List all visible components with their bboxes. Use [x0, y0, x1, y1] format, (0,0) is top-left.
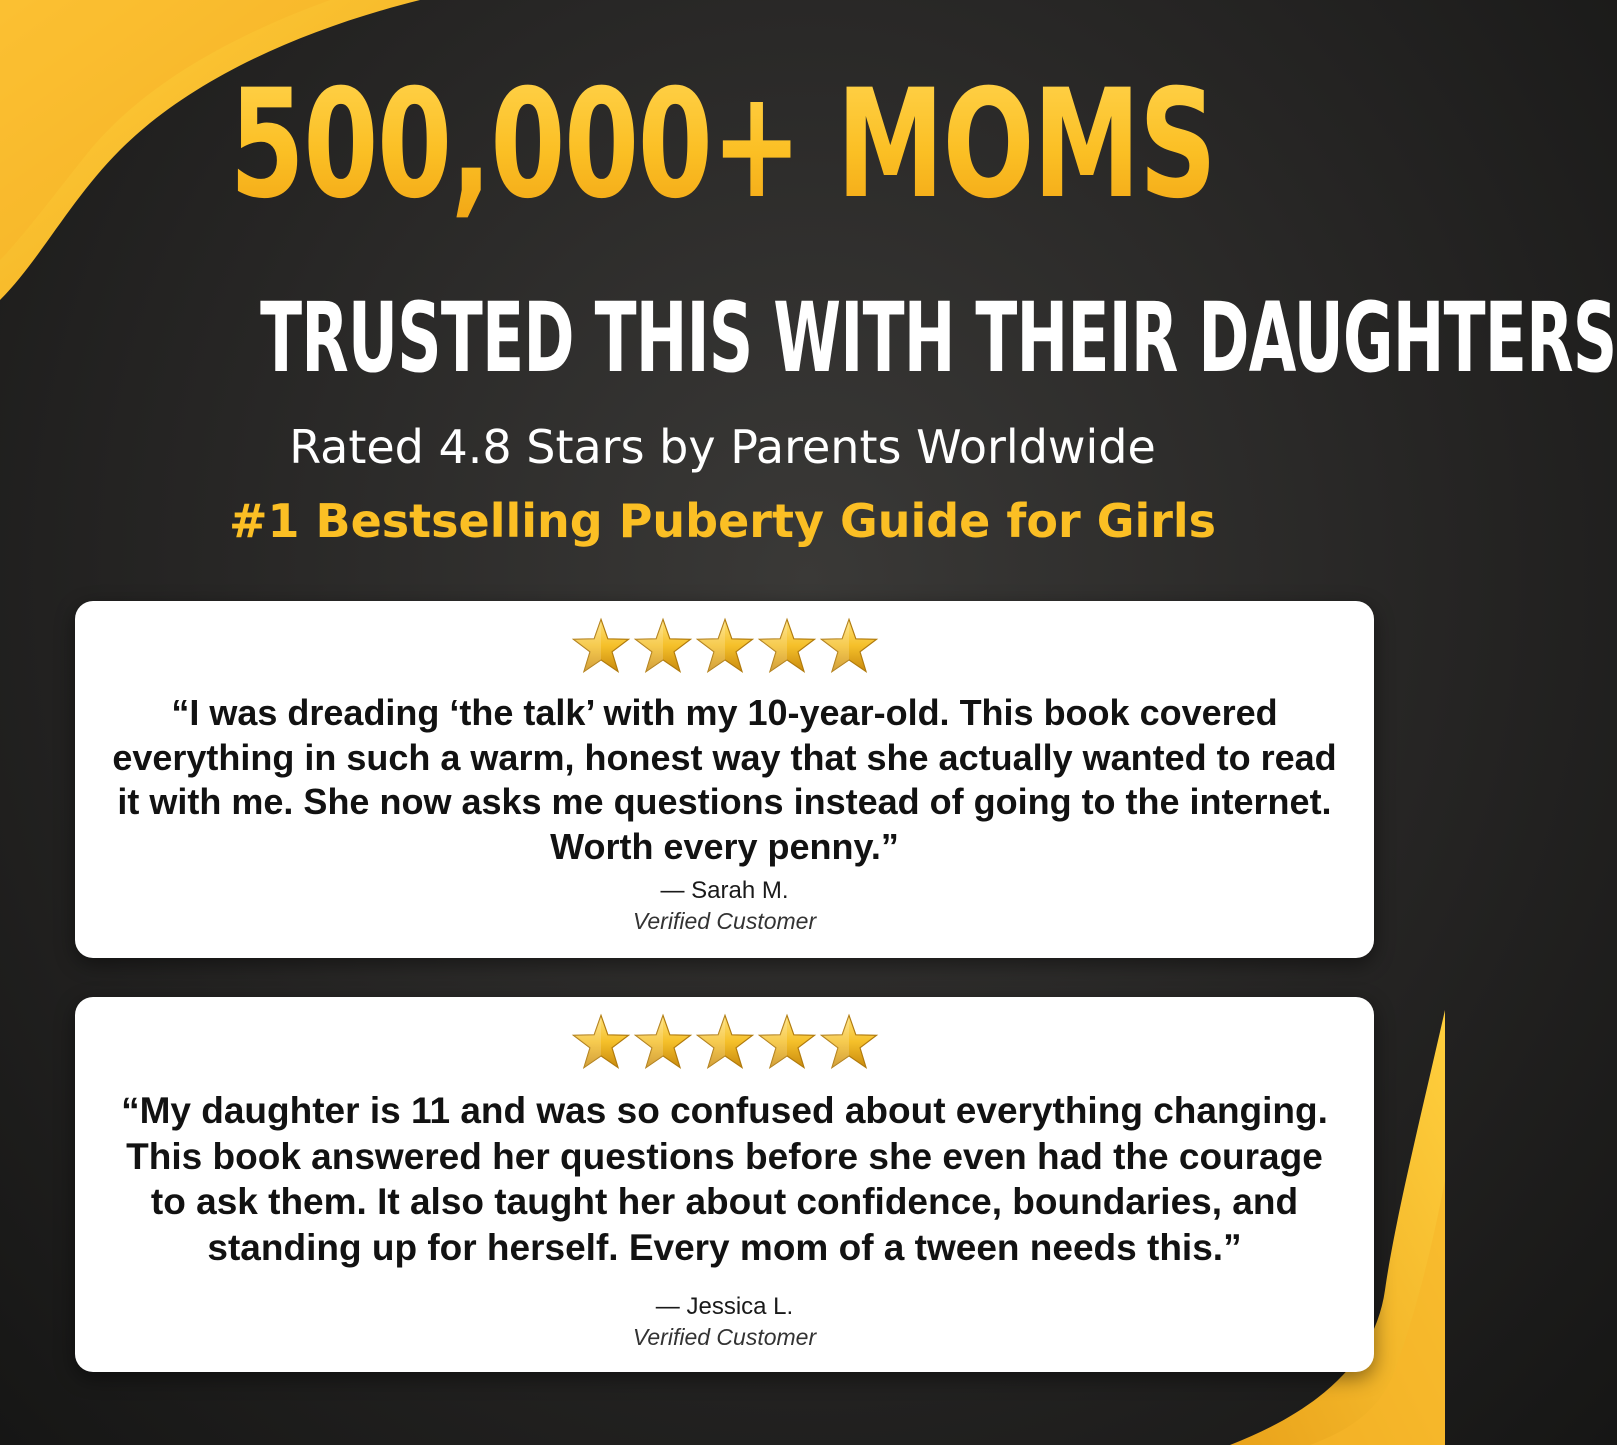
star-rating	[75, 1013, 1374, 1076]
star-icon	[820, 617, 878, 675]
review-quote: “My daughter is 11 and was so confused about everything changing. This book answered her questions before she even had the courage to ask them. It also taught her about confidence, boundaries, and standing up for herself. Every mom of a tween needs this.”	[121, 1090, 1328, 1268]
headline-moms-count: 500,000+ MOMS	[202, 70, 1242, 220]
review-author: — Sarah M.	[660, 877, 789, 904]
star-icon	[634, 617, 692, 675]
bestseller-text: #1 Bestselling Puberty Guide for Girls	[228, 494, 1217, 548]
star-icon	[758, 617, 816, 675]
star-icon	[696, 617, 754, 675]
star-icon	[758, 1013, 816, 1071]
star-icon	[572, 1013, 630, 1071]
rating-text: Rated 4.8 Stars by Parents Worldwide	[289, 420, 1156, 474]
star-icon	[572, 617, 630, 675]
verified-label: Verified Customer	[632, 908, 817, 934]
star-icon	[820, 1013, 878, 1071]
review-quote: “I was dreading ‘the talk’ with my 10-year-old. This book covered everything in such a warm, honest way that she actually wanted to read it with me. She now asks me questions instead of going to the internet. Worth every penny.”	[112, 692, 1337, 867]
headline-trusted: TRUSTED THIS WITH THEIR DAUGHTERS	[260, 282, 1617, 394]
verified-label: Verified Customer	[632, 1324, 817, 1350]
star-icon	[696, 1013, 754, 1071]
review-author: — Jessica L.	[655, 1293, 794, 1320]
star-rating	[75, 617, 1374, 680]
review-card	[75, 997, 1374, 1372]
star-icon	[634, 1013, 692, 1071]
review-card	[75, 601, 1374, 958]
